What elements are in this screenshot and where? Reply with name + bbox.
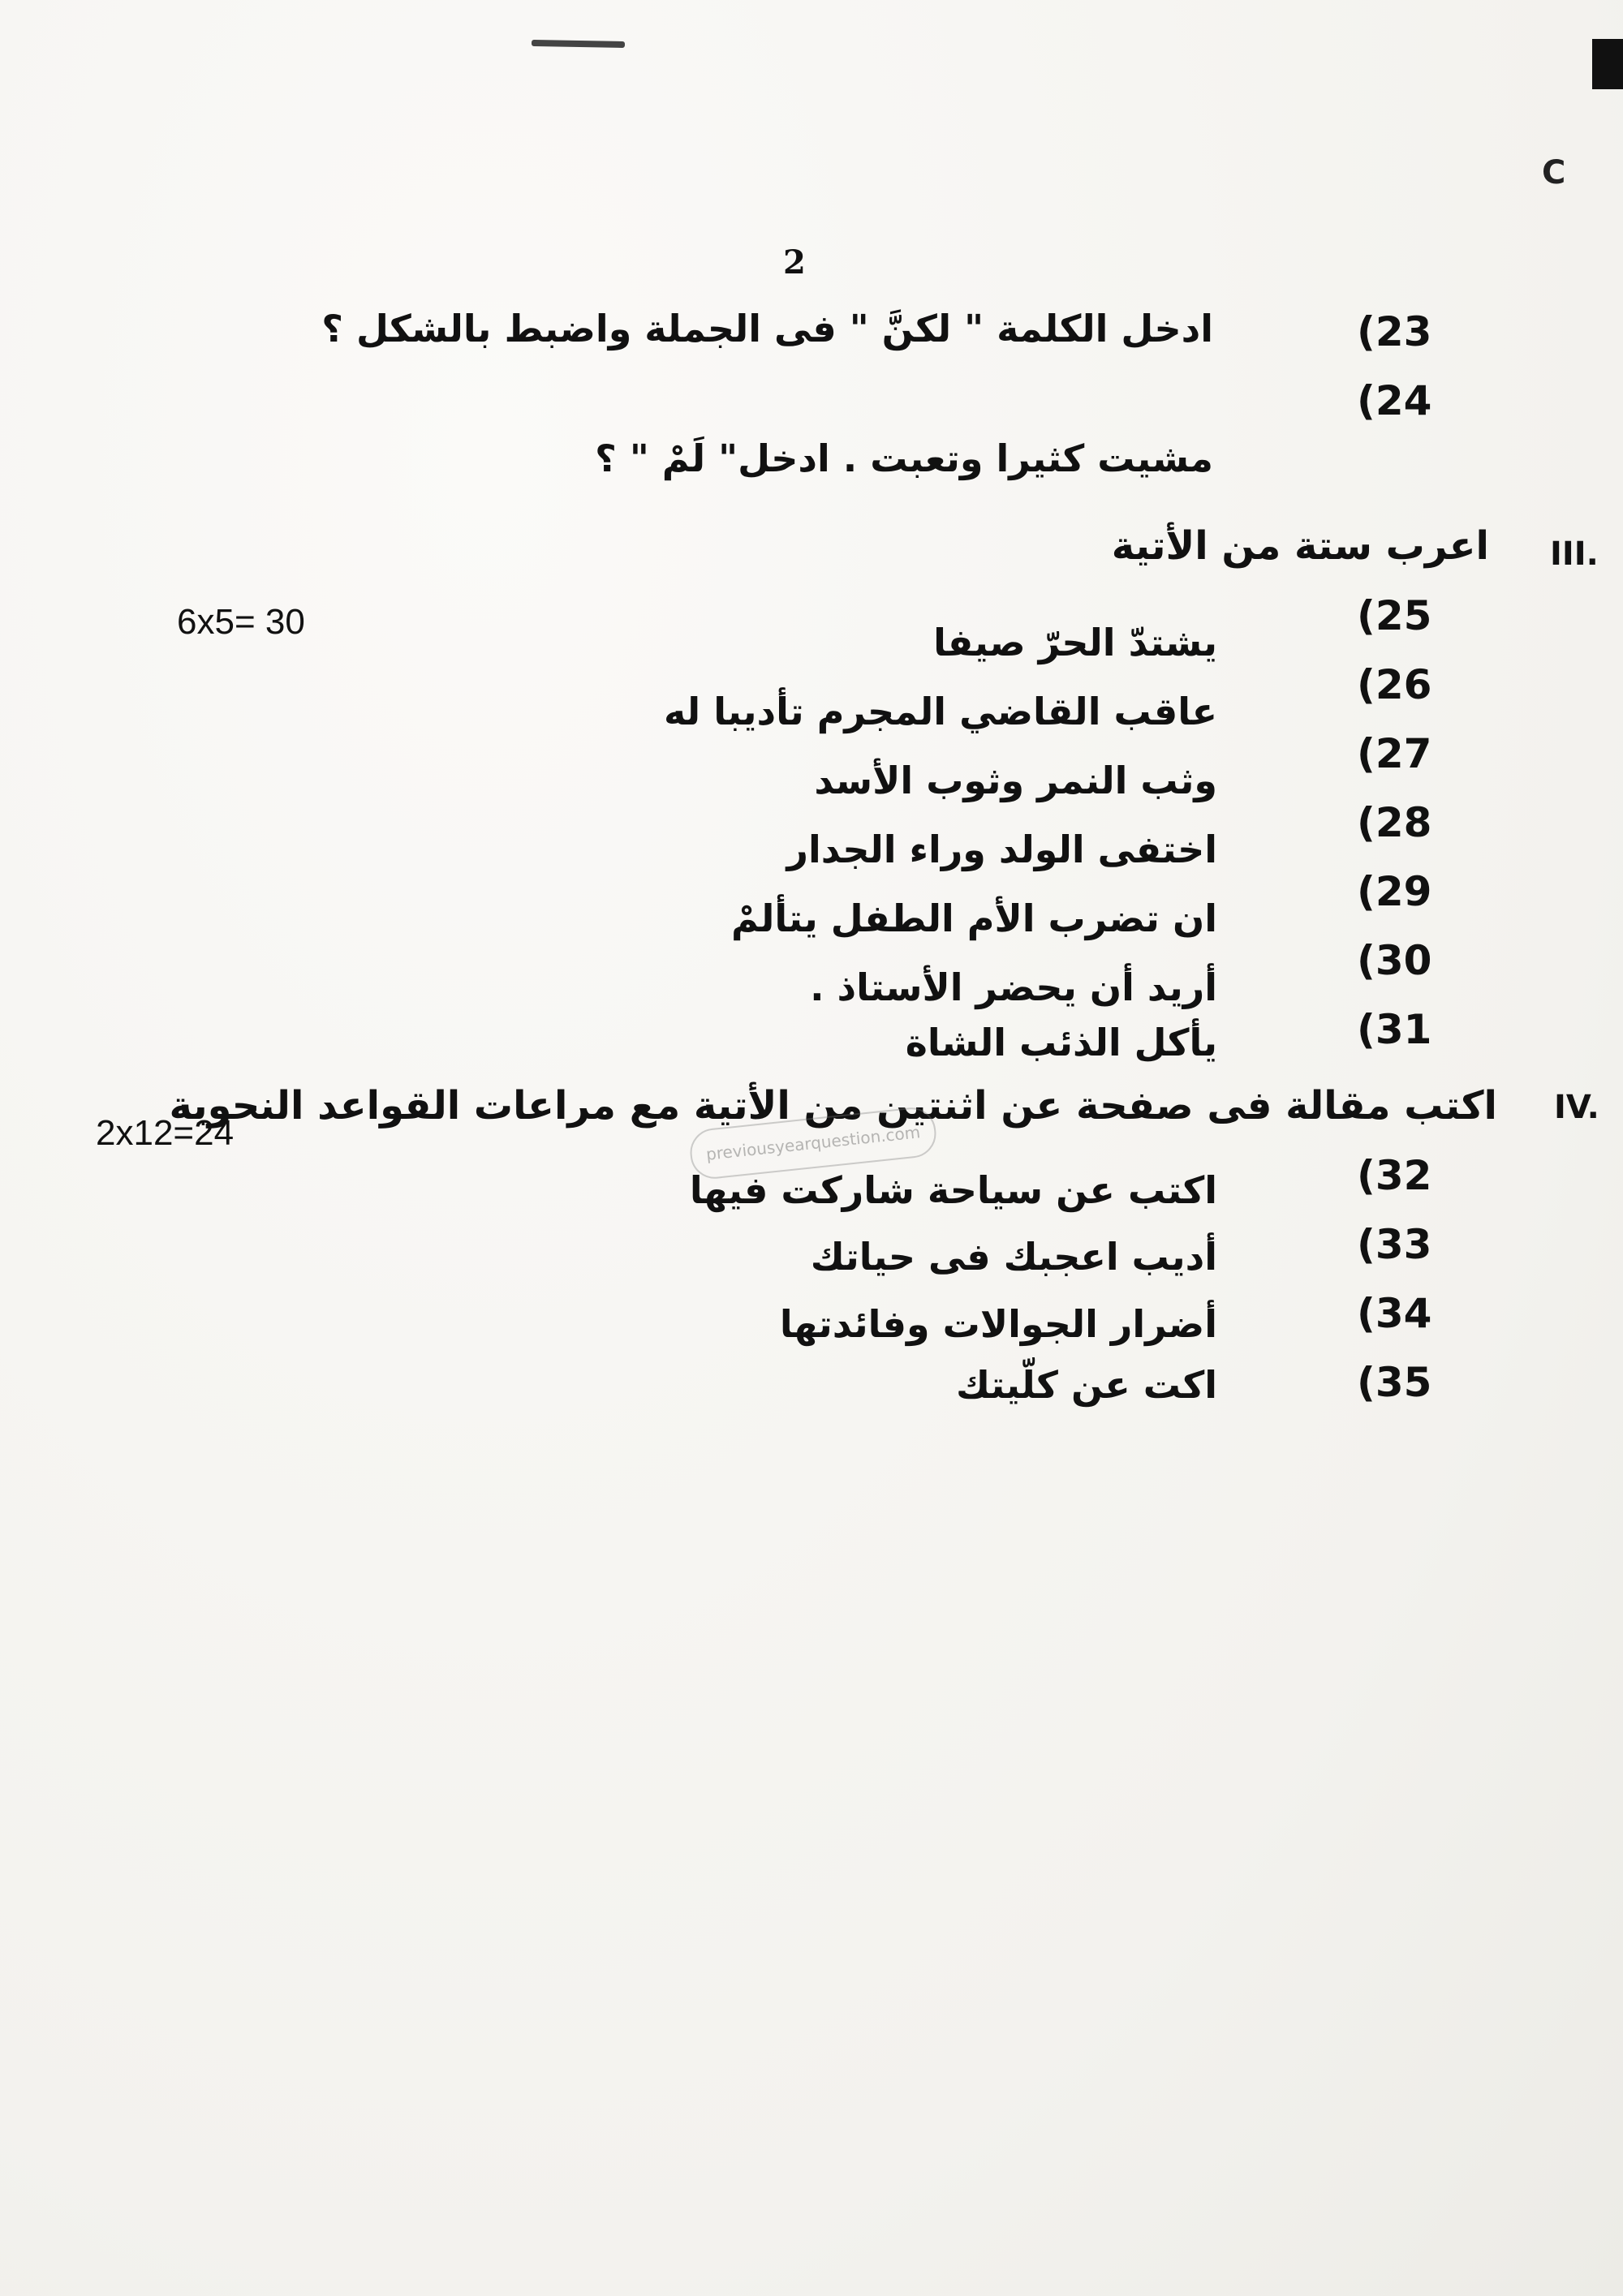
- question-text: أريد أن يحضر الأستاذ .: [810, 965, 1217, 1009]
- question-text: ان تضرب الأم الطفل يتألمْ: [731, 896, 1217, 940]
- section-numeral: IV.: [1554, 1089, 1599, 1126]
- watermark-stamp: previousyearquestion.com: [688, 1105, 939, 1180]
- question-number: (24: [1357, 377, 1432, 424]
- question-text: يأكل الذئب الشاة: [905, 1021, 1217, 1064]
- question-number: (33: [1357, 1221, 1432, 1268]
- section-numeral: III.: [1550, 535, 1599, 573]
- question-text: مشيت كثيرا وتعبت . ادخل" لَمْ " ؟: [595, 436, 1213, 480]
- question-number: (30: [1357, 937, 1432, 984]
- question-text: اكت عن كلّيتك: [956, 1363, 1217, 1407]
- question-text: اختفى الولد وراء الجدار: [786, 828, 1217, 871]
- question-number: (29: [1357, 868, 1432, 915]
- page-number: 2: [783, 243, 806, 282]
- scan-mark-top: [532, 40, 625, 48]
- question-text: أديب اعجبك فى حياتك: [810, 1235, 1217, 1279]
- question-text: يشتدّ الحرّ صيفا: [933, 621, 1217, 664]
- question-text: عاقب القاضي المجرم تأديبا له: [664, 690, 1217, 733]
- section-marks: 2x12=24: [96, 1113, 235, 1153]
- section-title: اكتب مقالة فى صفحة عن اثنتين من الأتية مع مراعات القواعد النحوية: [169, 1083, 1497, 1129]
- question-text: وثب النمر وثوب الأسد: [814, 759, 1217, 802]
- section-marks: 6x5= 30: [177, 602, 305, 642]
- question-number: (26: [1357, 661, 1432, 708]
- scan-mark-right-letter: C: [1542, 154, 1566, 191]
- scan-mark-right-block: [1592, 39, 1623, 89]
- question-number: (32: [1357, 1152, 1432, 1199]
- question-number: (27: [1357, 730, 1432, 777]
- section-title: اعرب ستة من الأتية: [1111, 523, 1489, 569]
- question-text: أضرار الجوالات وفائدتها: [779, 1302, 1217, 1346]
- question-number: (25: [1357, 592, 1432, 639]
- question-number: (34: [1357, 1290, 1432, 1337]
- question-number: (35: [1357, 1359, 1432, 1406]
- question-text: ادخل الكلمة " لكنَّ " فى الجملة واضبط بالشكل ؟: [321, 307, 1213, 350]
- question-number: (28: [1357, 799, 1432, 846]
- question-number: (31: [1357, 1006, 1432, 1053]
- question-text: اكتب عن سياحة شاركت فيها: [689, 1168, 1217, 1212]
- question-number: (23: [1357, 308, 1432, 355]
